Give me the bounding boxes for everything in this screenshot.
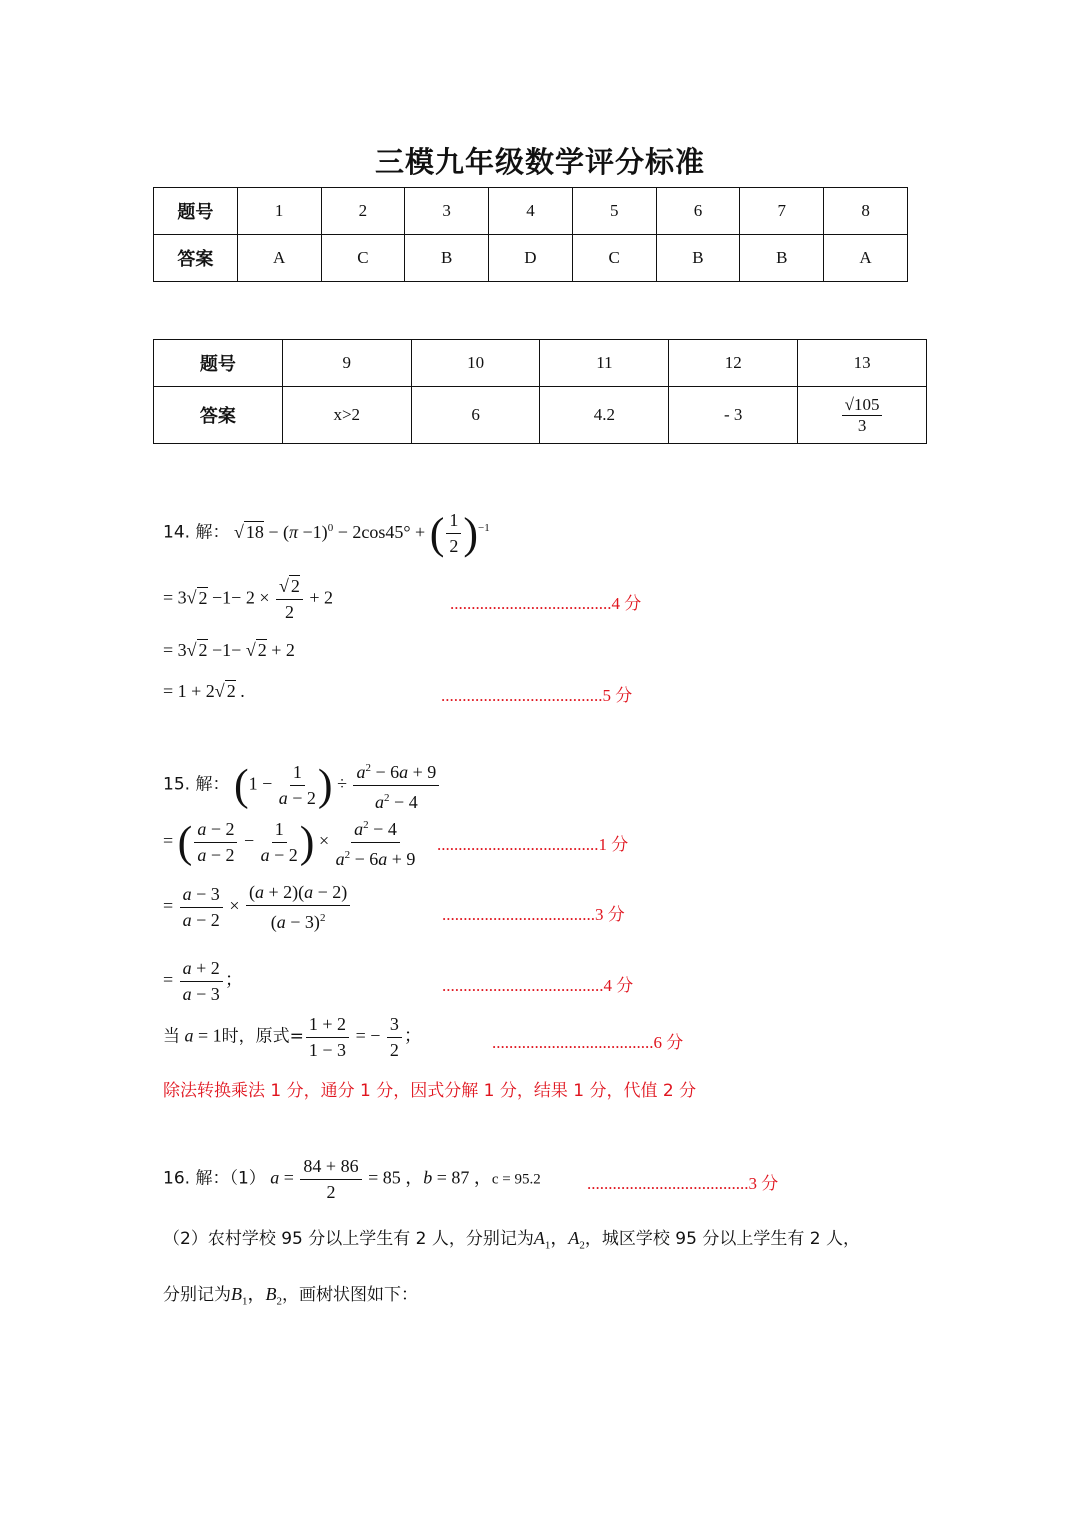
table-cell: 3 bbox=[405, 188, 489, 235]
page-title: 三模九年级数学评分标准 bbox=[374, 145, 705, 179]
q16-c-value: c = 95.2 bbox=[491, 1171, 541, 1188]
q14-step-2: = 3√ 2 −1− √ 2 + 2 bbox=[163, 640, 295, 660]
table-cell: 10 bbox=[411, 340, 540, 387]
q14-label: 14. 解： bbox=[163, 522, 230, 543]
q15-substitution: 当 a = 1时，原式= $\frac{1 + 2}{1 - 3}$ = − $\frac{3}{2}$ ； bbox=[163, 1014, 422, 1060]
q16-part1: 16. 解：（1） a = $\frac{84 + 86}{2}$ = 85 ，b = 87 ，c = 95.2 bbox=[163, 1156, 541, 1202]
table-row bbox=[154, 387, 927, 444]
table-cell: 9 bbox=[282, 340, 411, 387]
answer-table-2 bbox=[153, 339, 927, 444]
table-cell: A bbox=[824, 235, 908, 282]
q15-mark-4: ......................................6 分 bbox=[492, 1033, 684, 1052]
q16-label: 16. 解：（1） bbox=[163, 1168, 266, 1189]
q15-step-2: = $\frac{a - 3}{a - 2}$ × $\frac{(a + 2)(a - 2)}{(a - 3)^2}$ bbox=[163, 880, 352, 935]
q14-step-3: = 1 + 2√ 2 . bbox=[163, 681, 245, 701]
table-cell bbox=[798, 387, 927, 444]
q14-step-1: = 3√ 2 −1− 2 × $\frac{√ 2}{2}$ + 2 bbox=[163, 576, 334, 622]
q13-numerator: √105 bbox=[842, 395, 883, 416]
table-row bbox=[154, 188, 908, 235]
table-cell: 1 bbox=[237, 188, 321, 235]
table-row bbox=[154, 235, 908, 282]
q15-step-3: = $\frac{a + 2}{a - 3}$ ； bbox=[163, 958, 243, 1004]
table-cell: 8 bbox=[824, 188, 908, 235]
table-cell: 13 bbox=[798, 340, 927, 387]
q16-mark-1: ......................................3 分 bbox=[587, 1174, 779, 1193]
q16-part2-line1: （2）农村学校 95 分以上学生有 2 人，分别记为$A_1$，$A_2$，城区学校 95 分以上学生有 2 人， bbox=[163, 1228, 860, 1252]
q15-mark-2: ....................................3 分 bbox=[442, 905, 625, 924]
q15-mark-1: ......................................1 分 bbox=[437, 835, 629, 854]
table-cell: 12 bbox=[669, 340, 798, 387]
answer-label: 答案 bbox=[154, 235, 238, 282]
q14-problem bbox=[163, 508, 490, 559]
q15-step-1: = ( $\frac{a - 2}{a - 2}$ − $\frac{1}{a - 2}$ ) × $\frac{a^2 - 4}{a^2 - 6a + 9}$ bbox=[163, 813, 417, 872]
q15-rubric: 除法转换乘法 1 分，通分 1 分，因式分解 1 分，结果 1 分，代值 2 分 bbox=[163, 1081, 697, 1101]
q14-expression: √ $18 - (\pi -1)^0 - 2\cos 45^\circ$ + ( $\frac{1}{2}$ )$^{-1}$ bbox=[233, 508, 490, 558]
answer-label: 答案 bbox=[154, 387, 283, 444]
q16-part2-line2: 分别记为$B_1$，$B_2$，画树状图如下： bbox=[163, 1284, 418, 1308]
q15-label: 15. 解： bbox=[163, 774, 230, 795]
table-cell: C bbox=[572, 235, 656, 282]
q14-mark-2: ......................................5 分 bbox=[441, 686, 633, 705]
table-cell: D bbox=[489, 235, 573, 282]
table-cell: B bbox=[656, 235, 740, 282]
table-cell: C bbox=[321, 235, 405, 282]
answer-table-1 bbox=[153, 187, 908, 282]
table-cell: 4.2 bbox=[540, 387, 669, 444]
table-cell: B bbox=[740, 235, 824, 282]
q13-denominator: 3 bbox=[857, 415, 867, 435]
q15-mark-3: ......................................4 分 bbox=[442, 976, 634, 995]
table-cell: x>2 bbox=[282, 387, 411, 444]
table-cell: A bbox=[237, 235, 321, 282]
table-cell: - 3 bbox=[669, 387, 798, 444]
q13-fraction bbox=[842, 395, 883, 436]
q15-problem: 15. 解： (1 − $\frac{1}{a - 2}$ ) ÷ $\frac{a^2 - 6a + 9}{a^2 - 4}$ bbox=[163, 756, 441, 815]
table-cell: 7 bbox=[740, 188, 824, 235]
table-row bbox=[154, 340, 927, 387]
table-cell: 6 bbox=[411, 387, 540, 444]
q14-mark-1: ......................................4 分 bbox=[450, 594, 642, 613]
table-cell: 6 bbox=[656, 188, 740, 235]
table-cell: 11 bbox=[540, 340, 669, 387]
table-cell: 4 bbox=[489, 188, 573, 235]
header-label: 题号 bbox=[154, 340, 283, 387]
header-label: 题号 bbox=[154, 188, 238, 235]
table-cell: 5 bbox=[572, 188, 656, 235]
table-cell: 2 bbox=[321, 188, 405, 235]
table-cell: B bbox=[405, 235, 489, 282]
